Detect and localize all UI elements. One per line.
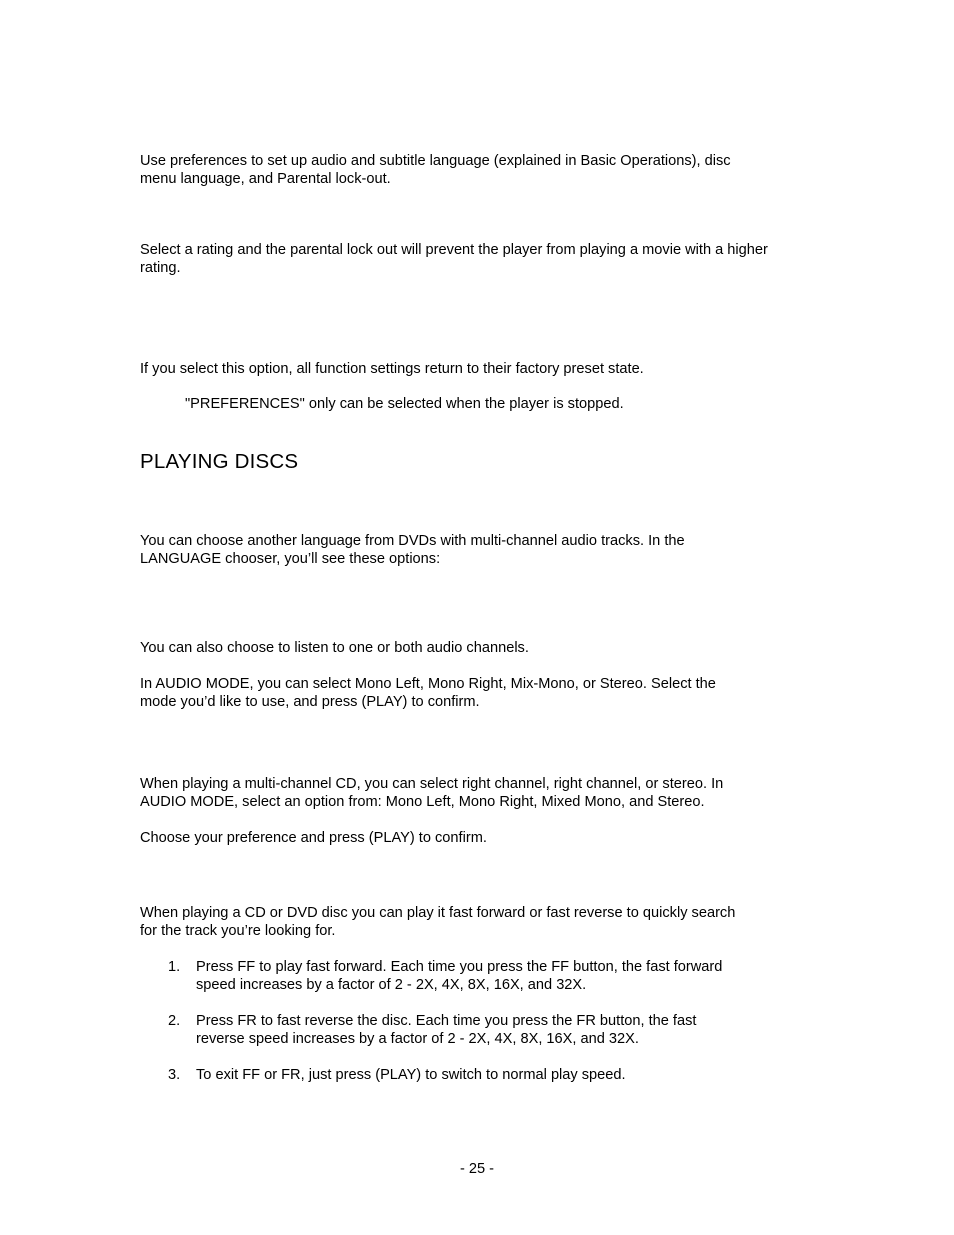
step-number: 3. [168,1067,181,1083]
step-1-line-1: Press FF to play fast forward. Each time you press the FF button, the fast forward [196,959,723,975]
cd-audio-text-line-1: When playing a multi-channel CD, you can select right channel, right channel, or stereo. In [140,776,724,792]
cd-audio-text-line-2: AUDIO MODE, select an option from: Mono Left, Mono Right, Mixed Mono, and Stereo. [140,794,705,810]
preferences-intro-line-2: menu language, and Parental lock-out. [140,171,391,187]
parental-text-line-2: rating. [140,260,181,276]
audio-intro-text: You can also choose to listen to one or both audio channels. [140,640,529,656]
cd-confirm-text: Choose your preference and press (PLAY) to confirm. [140,830,487,846]
language-text-line-1: You can choose another language from DVDs with multi-channel audio tracks. In the [140,533,685,549]
audio-mode-text-line-2: mode you’d like to use, and press (PLAY) to confirm. [140,694,480,710]
section-heading-playing-discs: PLAYING DISCS [140,450,299,473]
step-number: 2. [168,1013,181,1029]
parental-text-line-1: Select a rating and the parental lock out will prevent the player from playing a movie with a higher [140,242,768,258]
step-2-line-1: Press FR to fast reverse the disc. Each time you press the FR button, the fast [196,1013,697,1029]
step-number: 1. [168,959,181,975]
step-1-line-2: speed increases by a factor of 2 - 2X, 4X, 8X, 16X, and 32X. [196,977,587,993]
search-text-line-2: for the track you’re looking for. [140,923,336,939]
step-2-line-2: reverse speed increases by a factor of 2 - 2X, 4X, 8X, 16X, and 32X. [196,1031,639,1047]
audio-mode-text-line-1: In AUDIO MODE, you can select Mono Left, Mono Right, Mix-Mono, or Stereo. Select the [140,676,716,692]
step-3-line-1: To exit FF or FR, just press (PLAY) to switch to normal play speed. [196,1067,626,1083]
preferences-note: "PREFERENCES" only can be selected when the player is stopped. [185,396,624,412]
preferences-intro-line-1: Use preferences to set up audio and subtitle language (explained in Basic Operations), disc [140,153,731,169]
default-settings-text: If you select this option, all function settings return to their factory preset state. [140,361,644,377]
search-text-line-1: When playing a CD or DVD disc you can play it fast forward or fast reverse to quickly search [140,905,736,921]
language-text-line-2: LANGUAGE chooser, you’ll see these options: [140,551,441,567]
page-number: - 25 - [459,1161,495,1177]
